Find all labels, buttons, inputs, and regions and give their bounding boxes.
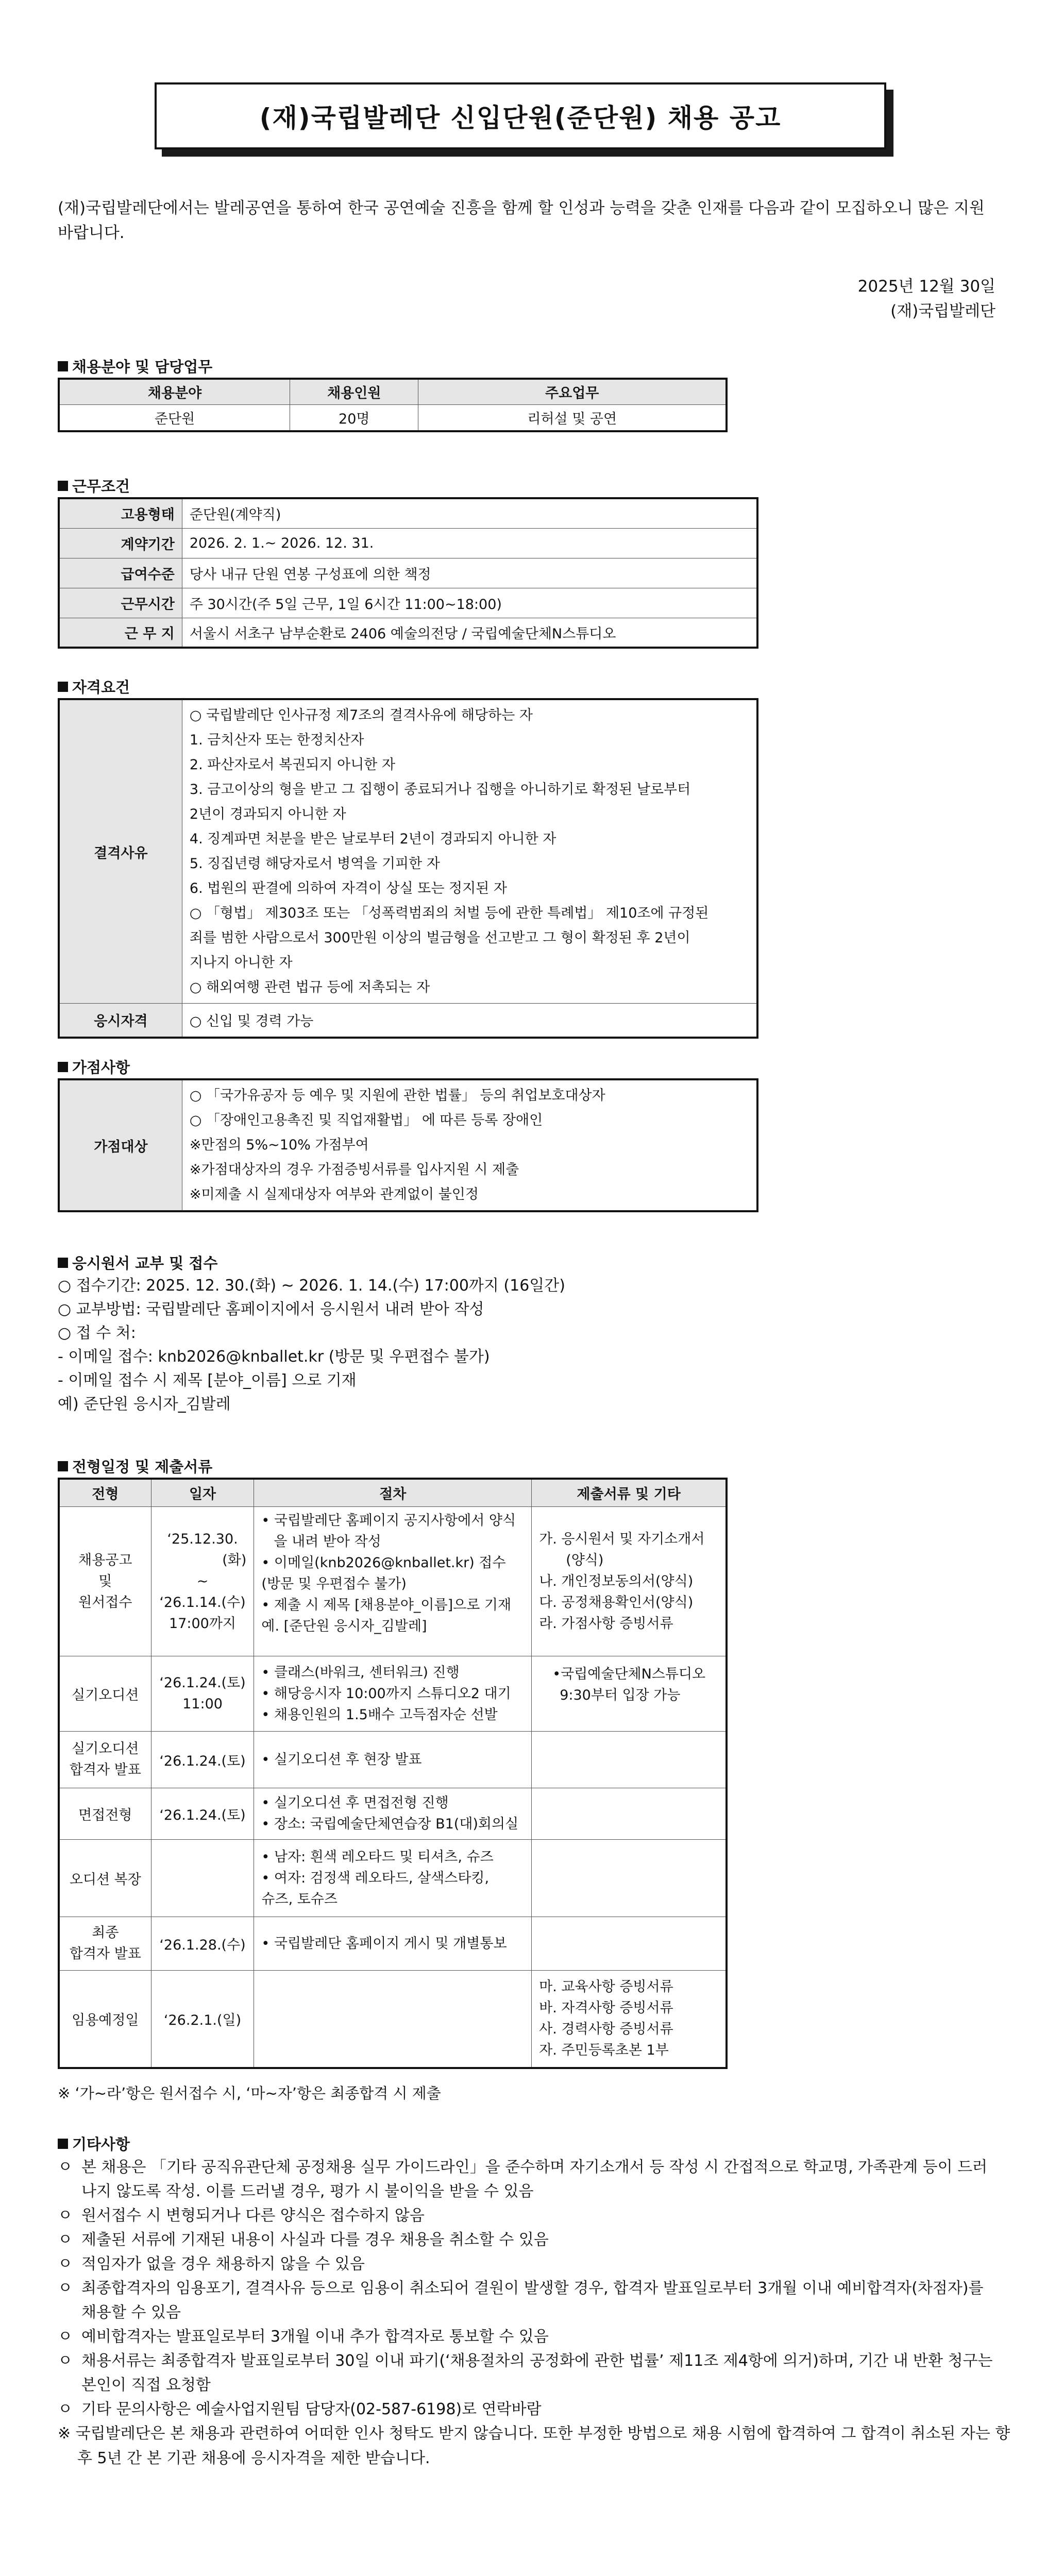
list-item	[56, 2228, 999, 2252]
procedure-cell	[254, 1970, 532, 2068]
date-cell: ‘26.1.28.(수)	[151, 1917, 254, 1970]
date-line: ‘25.12.30.	[167, 1531, 238, 1547]
date-block	[858, 274, 996, 324]
document-line: 사. 경력사항 증빙서류	[539, 2021, 673, 2038]
procedure-cell	[254, 1506, 532, 1656]
document-line: 다. 공정채용확인서(양식)	[539, 1594, 694, 1611]
stage-cell	[59, 1917, 151, 1970]
document-line: 라. 가점사항 증빙서류	[539, 1615, 673, 1632]
cell-field: 준단원	[59, 404, 290, 431]
square-bullet-icon	[58, 361, 68, 371]
list-item-text: 원서접수 시 변형되거나 다른 양식은 접수하지 않음	[81, 2207, 425, 2225]
application-info	[58, 1274, 565, 1416]
date-cell: ‘26.1.24.(토)	[151, 1731, 254, 1788]
procedure-line: • 실기오디션 후 현장 발표	[261, 1751, 422, 1768]
document-line: 나. 개인정보동의서(양식)	[539, 1573, 694, 1589]
procedure-line: • 장소: 국립예술단체연습장 B1(대)회의실	[261, 1816, 519, 1832]
application-line: ○ 접수기간: 2025. 12. 30.(화) ~ 2026. 1. 14.(수) 17:00까지 (16일간)	[58, 1277, 565, 1295]
date-cell: ‘26.2.1.(일)	[151, 1970, 254, 2068]
bullet-mark: ㅇ	[58, 2207, 73, 2225]
documents-cell	[532, 1656, 727, 1731]
list-item-text: 최종합격자의 임용포기, 결격사유 등으로 임용이 취소되어 결원이 발생할 경우, 합격자 발표일로부터 3개월 이내 예비합격자(차점자)를 채용할 수 있음	[81, 2279, 984, 2321]
section-title: 채용분야 및 담당업무	[72, 358, 213, 376]
disq-line: ○ 국립발레단 인사규정 제7조의 결격사유에 해당하는 자	[189, 707, 533, 723]
value-salary: 당사 내규 단원 연봉 구성표에 의한 책정	[182, 558, 757, 588]
procedure-line: 예. [준단원 응시자_김발레]	[261, 1618, 427, 1634]
documents-cell	[532, 1731, 727, 1788]
section-heading-field	[58, 355, 212, 377]
value-period: 2026. 2. 1.~ 2026. 12. 31.	[182, 528, 757, 558]
value-employment: 준단원(계약직)	[182, 498, 757, 528]
bonus-line: ※미제출 시 실제대상자 여부와 관계없이 불인정	[189, 1187, 479, 1202]
application-line: - 이메일 접수: knb2026@knballet.kr (방문 및 우편접수 불가)	[58, 1348, 490, 1366]
square-bullet-icon	[58, 2139, 68, 2149]
bonus-line: ※가점대상자의 경우 가점증빙서류를 입사지원 시 제출	[189, 1162, 519, 1178]
date-cell	[151, 1839, 254, 1917]
disq-line: ○ 해외여행 관련 법규 등에 저촉되는 자	[189, 979, 430, 995]
stage-cell: 오디션 복장	[59, 1839, 151, 1917]
date-line: ~	[196, 1573, 209, 1589]
date-cell: ‘26.1.24.(토)	[151, 1788, 254, 1839]
date-line: ‘26.1.24.(토)	[159, 1675, 246, 1691]
label-location: 근 무 지	[59, 618, 182, 648]
procedure-line: • 국립발레단 홈페이지 공지사항에서 양식을 내려 받아 작성	[261, 1512, 516, 1550]
stage-cell	[59, 1731, 151, 1788]
label-hours: 근무시간	[59, 588, 182, 618]
document-line: •국립예술단체N스튜디오 9:30부터 입장 가능	[552, 1666, 706, 1703]
section-title: 기타사항	[72, 2136, 130, 2153]
procedure-line: • 이메일(knb2026@knballet.kr) 접수	[261, 1554, 506, 1571]
table-row	[59, 1788, 727, 1839]
list-item-text: 채용서류는 최종합격자 발표일로부터 30일 이내 파기(‘채용절차의 공정화에 관한 법률’ 제11조 제4항에 의거)하며, 기간 내 반환 청구는 본인이 직접 요청함	[81, 2352, 993, 2394]
square-bullet-icon	[58, 1062, 68, 1072]
list-item-text: 적임자가 없을 경우 채용하지 않을 수 있음	[81, 2255, 365, 2273]
schedule-table	[58, 1478, 728, 2069]
title-banner	[155, 82, 886, 149]
square-bullet-icon	[58, 682, 68, 692]
document-line: 자. 주민등록초본 1부	[539, 2042, 669, 2059]
header-date: 일자	[151, 1479, 254, 1506]
bullet-mark: ㅇ	[58, 2231, 73, 2249]
disq-line: 지나지 아니한 자	[189, 955, 293, 971]
header-count: 채용인원	[290, 379, 418, 404]
stage-cell: 면접전형	[59, 1788, 151, 1839]
stage-cell: 임용예정일	[59, 1970, 151, 2068]
date-line: ‘26.1.14.(수)	[159, 1594, 246, 1611]
section-title: 근무조건	[72, 478, 130, 495]
list-item-text: 제출된 서류에 기재된 내용이 사실과 다를 경우 채용을 취소할 수 있음	[81, 2231, 549, 2249]
procedure-line: • 해당응시자 10:00까지 스튜디오2 대기	[261, 1685, 511, 1702]
documents-cell	[532, 1788, 727, 1839]
procedure-line: • 제출 시 제목 [채용분야_이름]으로 기재	[261, 1597, 512, 1613]
procedure-line: • 국립발레단 홈페이지 게시 및 개별통보	[261, 1935, 507, 1952]
square-bullet-icon	[58, 1258, 68, 1268]
bullet-mark: ㅇ	[58, 2255, 73, 2273]
square-bullet-icon	[58, 1461, 68, 1471]
stage-line: 합격자 발표	[69, 1946, 141, 1962]
section-title: 가점사항	[72, 1059, 130, 1076]
procedure-cell	[254, 1839, 532, 1917]
section-heading-conditions	[58, 475, 130, 496]
disq-line: 5. 징집년령 해당자로서 병역을 기피한 자	[189, 856, 440, 872]
label-period: 계약기간	[59, 528, 182, 558]
disq-line: 2. 파산자로서 복권되지 아니한 자	[189, 757, 396, 773]
procedure-line: (방문 및 우편접수 불가)	[261, 1575, 407, 1592]
bullet-mark: ㅇ	[58, 2328, 73, 2346]
header-duty: 주요업무	[418, 379, 727, 404]
etc-list	[56, 2155, 999, 2421]
bonus-line: ※만점의 5%~10% 가점부여	[189, 1137, 369, 1153]
list-item	[56, 2349, 999, 2397]
conditions-table	[58, 497, 758, 649]
header-documents: 제출서류 및 기타	[532, 1479, 727, 1506]
disq-line: ○ 「형법」 제303조 또는 「성폭력범죄의 처벌 등에 관한 특례법」 제10조에 규정된	[189, 905, 709, 921]
bullet-mark: ㅇ	[58, 2158, 73, 2176]
label-salary: 급여수준	[59, 558, 182, 588]
schedule-note: ※ ‘가~라’항은 원서접수 시, ‘마~자’항은 최종합격 시 제출	[58, 2084, 441, 2102]
procedure-line: 슈즈, 토슈즈	[261, 1891, 338, 1907]
table-row	[59, 1839, 727, 1917]
disq-line: 6. 법원의 판결에 의하여 자격이 상실 또는 정지된 자	[189, 880, 507, 896]
list-item-text: 본 채용은 「기타 공직유관단체 공정채용 실무 가이드라인」을 준수하며 자기소개서 등 작성 시 간접적으로 학교명, 가족관계 등이 드러나지 않도록 작성. 이를 드러낼 경우, 평가 시 불이익을 받을 수 있음	[81, 2158, 988, 2200]
application-line: 예) 준단원 응시자_김발레	[58, 1395, 231, 1413]
list-item	[56, 2325, 999, 2349]
square-bullet-icon	[58, 481, 68, 491]
stage-line: 원서접수	[78, 1594, 132, 1611]
bonus-list	[182, 1079, 757, 1211]
label-employment: 고용형태	[59, 498, 182, 528]
list-item	[56, 2252, 999, 2276]
procedure-line: • 남자: 흰색 레오타드 및 티셔츠, 슈즈	[261, 1849, 494, 1865]
bonus-table	[58, 1078, 758, 1212]
document-line: 마. 교육사항 증빙서류	[539, 1979, 673, 1995]
header-procedure: 절차	[254, 1479, 532, 1506]
header-field: 채용분야	[59, 379, 290, 404]
page-title: (재)국립발레단 신입단원(준단원) 채용 공고	[155, 82, 886, 149]
disq-line: 죄를 범한 사람으로서 300만원 이상의 벌금형을 선고받고 그 형이 확정된 후 2년이	[189, 930, 690, 946]
stage-line: 합격자 발표	[69, 1762, 141, 1778]
table-row	[59, 1970, 727, 2068]
section-heading-bonus	[58, 1056, 130, 1077]
cell-duty: 리허설 및 공연	[418, 404, 727, 431]
table-row	[59, 1731, 727, 1788]
stage-line: 실기오디션	[72, 1741, 139, 1757]
section-heading-application	[58, 1252, 217, 1273]
list-item-text: 기타 문의사항은 예술사업지원팀 담당자(02-587-6198)로 연락바람	[81, 2400, 542, 2418]
bonus-line: ○ 「국가유공자 등 예우 및 지원에 관한 법률」 등의 취업보호대상자	[189, 1088, 605, 1104]
application-line: ○ 접 수 처:	[58, 1324, 136, 1342]
field-table	[58, 378, 728, 432]
intro-text: (재)국립발레단에서는 발레공연을 통하여 한국 공연예술 진흥을 함께 할 인성과 능력을 갖춘 인재를 다음과 같이 모집하오니 많은 지원 바랍니다.	[58, 199, 985, 242]
stage-line: 최종	[92, 1925, 119, 1941]
procedure-cell	[254, 1656, 532, 1731]
section-heading-etc	[58, 2133, 130, 2154]
procedure-line: • 채용인원의 1.5배수 고득점자순 선발	[261, 1706, 498, 1723]
procedure-cell	[254, 1731, 532, 1788]
bullet-mark: ㅇ	[58, 2352, 73, 2370]
value-hours: 주 30시간(주 5일 근무, 1일 6시간 11:00~18:00)	[182, 588, 757, 618]
document-line: 바. 자격사항 증빙서류	[539, 2000, 673, 2016]
bullet-mark: ㅇ	[58, 2279, 73, 2297]
disq-line: 4. 징계파면 처분을 받은 날로부터 2년이 경과되지 아니한 자	[189, 831, 556, 847]
table-row	[59, 1917, 727, 1970]
bullet-mark: ㅇ	[58, 2400, 73, 2418]
header-stage: 전형	[59, 1479, 151, 1506]
section-title: 자격요건	[72, 679, 130, 696]
footer-note: ※ 국립발레단은 본 채용과 관련하여 어떠한 인사 청탁도 받지 않습니다. 또한 부정한 방법으로 채용 시험에 합격하여 그 합격이 취소된 자는 향후 5년 간 본 기관 채용에 응시자격을 제한 받습니다.	[58, 2425, 1010, 2467]
list-item	[56, 2204, 999, 2228]
section-heading-qualification	[58, 676, 130, 697]
table-row	[59, 1656, 727, 1731]
procedure-line: • 여자: 검정색 레오타드, 살색스타킹,	[261, 1870, 490, 1886]
list-item	[56, 2276, 999, 2325]
disq-line: 3. 금고이상의 형을 받고 그 집행이 종료되거나 집행을 아니하기로 확정된 날로부터	[189, 782, 691, 798]
label-eligibility: 응시자격	[59, 1004, 182, 1038]
bonus-line: ○ 「장애인고용촉진 및 직업재활법」 에 따른 등록 장애인	[189, 1112, 543, 1128]
stage-cell	[59, 1506, 151, 1656]
date-cell	[151, 1656, 254, 1731]
stage-line: 채용공고	[78, 1552, 132, 1568]
stage-cell: 실기오디션	[59, 1656, 151, 1731]
procedure-line: • 클래스(바워크, 센터워크) 진행	[261, 1664, 460, 1681]
label-disqualification: 결격사유	[59, 699, 182, 1004]
date-line: 17:00까지	[169, 1615, 237, 1632]
document-line: 가. 응시원서 및 자기소개서 (양식)	[539, 1531, 705, 1568]
notice-date: 2025년 12월 30일	[857, 277, 996, 296]
value-eligibility: ○ 신입 및 경력 가능	[182, 1004, 757, 1038]
qualification-table	[58, 698, 758, 1039]
disqualification-list	[182, 699, 757, 1004]
documents-cell	[532, 1839, 727, 1917]
cell-count: 20명	[290, 404, 418, 431]
procedure-cell	[254, 1917, 532, 1970]
date-cell	[151, 1506, 254, 1656]
procedure-cell	[254, 1788, 532, 1839]
disq-line: 2년이 경과되지 아니한 자	[189, 806, 346, 822]
value-location: 서울시 서초구 남부순환로 2406 예술의전당 / 국립예술단체N스튜디오	[182, 618, 757, 648]
stage-line: 및	[98, 1573, 112, 1589]
section-heading-schedule	[58, 1455, 212, 1477]
list-item-text: 예비합격자는 발표일로부터 3개월 이내 추가 합격자로 통보할 수 있음	[81, 2328, 549, 2346]
documents-cell	[532, 1917, 727, 1970]
documents-cell	[532, 1506, 727, 1656]
list-item	[56, 2155, 999, 2204]
date-line: (화)	[222, 1552, 247, 1568]
application-line: - 이메일 접수 시 제목 [분야_이름] 으로 기재	[58, 1371, 357, 1389]
label-bonus: 가점대상	[59, 1079, 182, 1211]
section-title: 전형일정 및 제출서류	[72, 1458, 213, 1476]
application-line: ○ 교부방법: 국립발레단 홈페이지에서 응시원서 내려 받아 작성	[58, 1300, 484, 1318]
disq-line: 1. 금치산자 또는 한정치산자	[189, 732, 364, 748]
table-row	[59, 1506, 727, 1656]
list-item	[56, 2397, 999, 2421]
documents-cell	[532, 1970, 727, 2068]
date-line: 11:00	[182, 1696, 223, 1712]
section-title: 응시원서 교부 및 접수	[72, 1255, 218, 1272]
procedure-line: • 실기오디션 후 면접전형 진행	[261, 1795, 449, 1811]
notice-issuer: (재)국립발레단	[890, 302, 996, 320]
